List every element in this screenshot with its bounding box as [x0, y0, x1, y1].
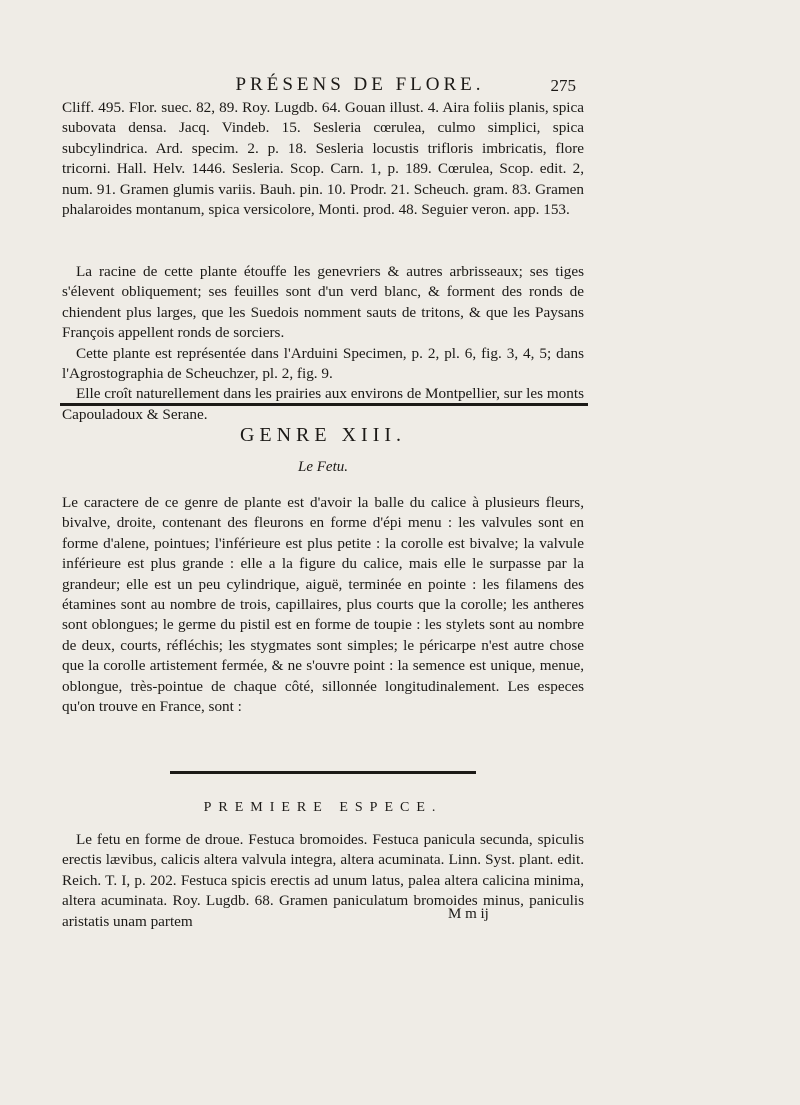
genre-title: GENRE XIII. — [239, 424, 407, 446]
description-section — [62, 262, 584, 425]
signature-mark: M m ij — [448, 906, 489, 922]
species-divider — [170, 771, 476, 774]
running-header: PRÉSENS DE FLORE. — [235, 74, 485, 95]
references-paragraph: Cliff. 495. Flor. suec. 82, 89. Roy. Lugdb. 64. Gouan illust. 4. Aira foliis planis, spica subovata densa. Jacq. Vindeb. 15. Sesleria cœrulea, culmo simplici, spica subcylindrica. Ard. specim. 2. p. 18. Sesleria locustis trifloris imbricatis, flore tricorni. Hall. Helv. 1446. Sesleria. Scop. Carn. 1, p. 189. Cœrulea, Scop. edit. 2, num. 91. Gramen glumis variis. Bauh. pin. 10. Prodr. 21. Scheuch. gram. 83. Gramen phalaroides montanum, spica versicolore, Monti. prod. 48. Seguier veron. app. 153. — [62, 99, 584, 219]
page-number: 275 — [550, 76, 576, 95]
espece-title: PREMIERE ESPECE. — [203, 800, 443, 815]
habitat-paragraph: Elle croît naturellement dans les prairies aux environs de Montpellier, sur les monts Capouladoux & Serane. — [62, 385, 584, 423]
representation-paragraph: Cette plante est représentée dans l'Arduini Specimen, p. 2, pl. 6, fig. 3, 4, 5; dans l'Agrostographia de Scheuchzer, pl. 2, fig. 9. — [62, 344, 584, 383]
caractere-paragraph: Le caractere de ce genre de plante est d'avoir la balle du calice à plusieurs fleurs, bivalve, droite, contenant des fleurons en forme d'épi menu : les valvules sont en forme d'alene, pointues; l'inférieure est plus petite : la corolle est bivalve; la valvule inférieure est plus grande : elle a la figure du calice, mais elle le surpasse par la grandeur; elle est un peu cylindrique, aiguë, terminée en pointe : les filamens des étamines sont au nombre de trois, capillaires, plus courts que la corolle; les antheres sont oblongues; le germe du pistil est en forme de toupie : les stylets sont au nombre de deux, courts, réfléchis; les stygmates sont simples; le péricarpe n'est autre chose que la corolle artistement fermée, & ne s'ouvre point : la semence est unique, menue, oblongue, très-pointue de chaque côté, sillonnée longitudinalement. Les especes qu'on trouve en France, sont : — [62, 494, 584, 716]
genre-subtitle: Le Fetu. — [298, 459, 348, 475]
genre-description — [62, 493, 584, 717]
racine-paragraph: La racine de cette plante étouffe les genevriers & autres arbrisseaux; ses tiges s'élevent obliquement; ses feuilles sont d'un verd blanc, & forment des ronds de chiendent plus larges, que les Suedois nomment sauts de tritons, & que les Paysans François appellent ronds de sorciers. — [62, 263, 584, 342]
species-description — [62, 830, 584, 932]
section-divider — [60, 403, 588, 406]
fetu-paragraph: Le fetu en forme de droue. Festuca bromoides. Festuca panicula secunda, spiculis erectis lævibus, calicis altera valvula integra, altera acuminata. Linn. Syst. plant. edit. Reich. T. I, p. 202. Festuca spicis erectis ad unum latus, palea altera calicina minima, altera acuminata. Roy. Lugdb. 68. Gramen paniculatum bromoides minus, paniculis aristatis unam partem — [62, 831, 584, 930]
